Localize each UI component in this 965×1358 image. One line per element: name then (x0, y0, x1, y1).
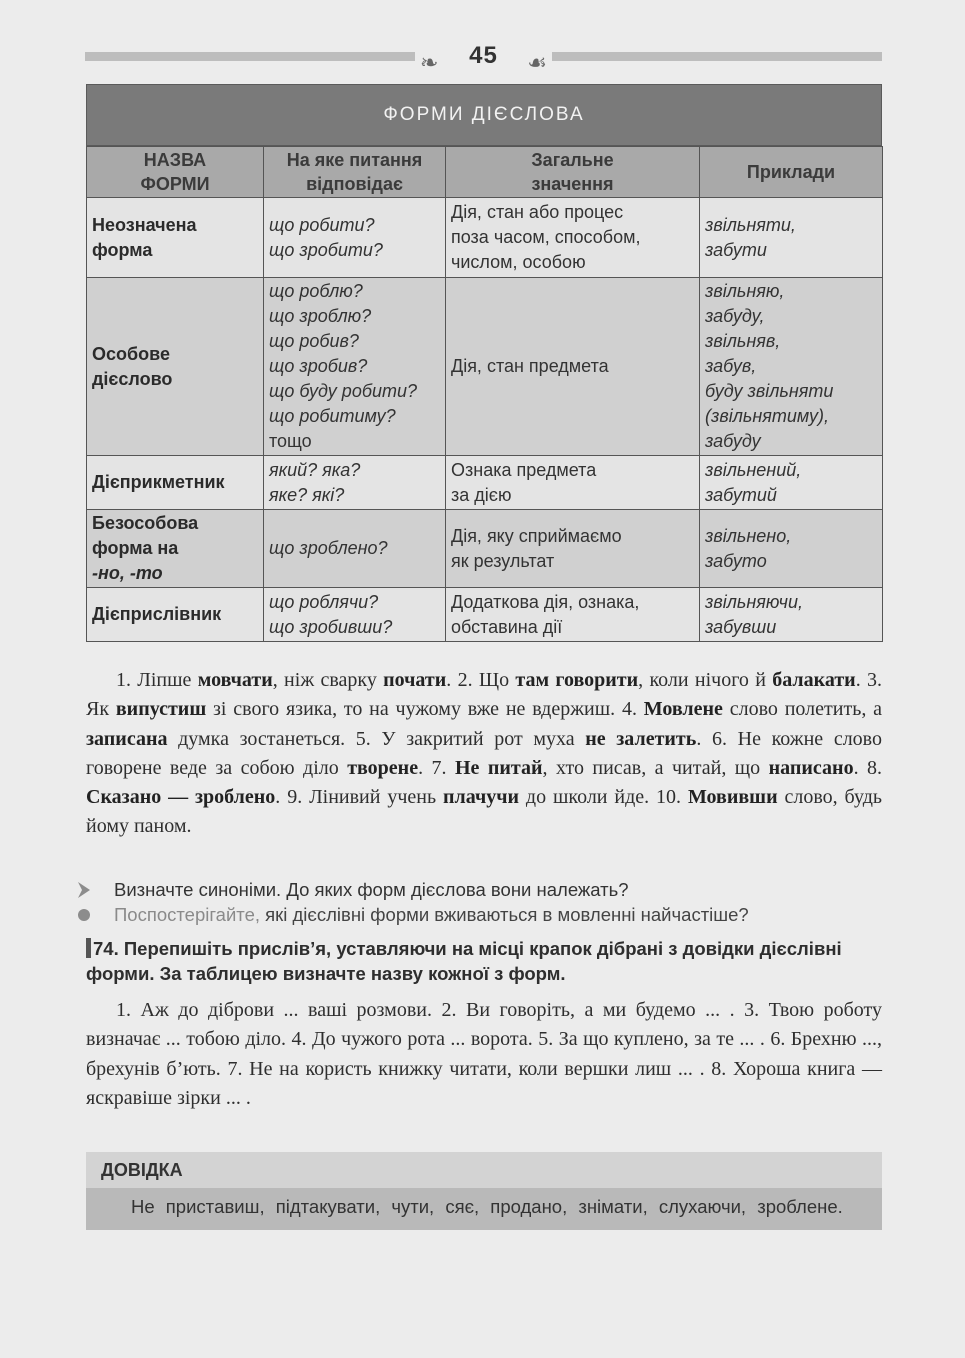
task-observe-text: які дієслівні форми вживаються в мовленні найчастіше? (260, 904, 749, 925)
exercise-73-proverbs (86, 666, 882, 842)
reference-title: ДОВІДКА (86, 1152, 882, 1188)
highlighted-verb-form: балакати (772, 669, 856, 691)
form-name: Особове дієслово (87, 278, 264, 456)
highlighted-verb-form: Мовивши (687, 786, 778, 809)
table-row (87, 588, 883, 642)
flourish-left-icon: ❧ (420, 50, 439, 75)
exercise-74-heading (86, 936, 882, 986)
table-row (87, 198, 883, 278)
form-questions: що роблю? що зроблю? що робив? що зробив? що буду робити? що робитиму? тощо (264, 278, 446, 456)
form-examples: звільняти, забути (700, 198, 883, 278)
form-examples: звільнено, забуто (700, 510, 883, 588)
highlighted-verb-form: Сказано — зроблено (86, 786, 276, 809)
table-row (87, 456, 883, 510)
task-synonyms-text: Визначте синоніми. До яких форм дієслова вони належать? (114, 879, 629, 900)
header-rule-left (85, 52, 415, 61)
form-questions: що зроблено? (264, 510, 446, 588)
reference-box (86, 1152, 882, 1230)
form-name: Неозначена форма (87, 198, 264, 278)
form-questions: що роблячи? що зробивши? (264, 588, 446, 642)
table-title: ФОРМИ ДІЄСЛОВА (86, 84, 882, 146)
form-meaning: Ознака предмета за дією (446, 456, 700, 510)
highlighted-verb-form: Мовлене (643, 698, 723, 721)
highlighted-verb-form: там говорити (515, 669, 639, 691)
form-examples: звільнений, забутий (700, 456, 883, 510)
header-question: На яке питання відповідає (264, 147, 446, 198)
highlighted-verb-form: почати (383, 669, 447, 691)
task-synonyms (114, 879, 629, 901)
form-examples: звільняючи, забувши (700, 588, 883, 642)
verb-forms-table (86, 84, 882, 642)
form-name: Дієприкметник (87, 456, 264, 510)
table-header-row (87, 147, 883, 198)
highlighted-verb-form: не залетить (585, 727, 697, 750)
highlighted-verb-form: Не питай (454, 756, 543, 779)
form-name: Дієприслівник (87, 588, 264, 642)
exercise-number: 74. (93, 938, 119, 959)
form-meaning: Дія, стан або процес поза часом, способом, числом, особою (446, 198, 700, 278)
highlighted-verb-form: творене (347, 756, 419, 779)
highlighted-verb-form: написано (768, 756, 854, 779)
table-row (87, 510, 883, 588)
proverbs-with-gaps: 1. Аж до діброви ... ваші розмови. 2. Ви говоріть, а ми будемо ... . 3. Твою роботу визначає ... тобою діло. 4. До чужого рота ... ворота. 5. За що куплено, за те ... . 6. Брехню ..., брехунів б’ють. 7. Не на користь книжку читати, коли вершки лиш ... . 8. Хороша книга — яскравіше зірки ... . (86, 999, 882, 1109)
form-questions: що робити? що зробити? (264, 198, 446, 278)
form-meaning: Додаткова дія, ознака, обставина дії (446, 588, 700, 642)
exercise-instruction: Перепишіть прислів’я, уставляючи на місці крапок дібрані з довідки дієслівні форми. За таблицею визначте назву кожної з форм. (86, 938, 842, 984)
highlighted-verb-form: записана (86, 727, 168, 750)
page-header (85, 40, 882, 74)
highlighted-verb-form: випустиш (115, 698, 207, 721)
flourish-right-icon: ☙ (527, 50, 547, 75)
proverbs-paragraph: 1. Ліпше мовчати, ніж сварку почати. 2. Що там говорити, коли нічого й балакати. 3. Як випустиш зі свого язика, то на чужому вже не вдержиш. 4. Мовлене слово полетить, а записана думка зостанеться. 5. У закритий рот муха не залетить. 6. Не кожне слово говорене веде за собою діло творене. 7. Не питай, хто писав, а читай, що написано. 8. Сказано — зроблено. 9. Лінивий учень плачучи до школи йде. 10. Мовивши слово, будь йому паном. (86, 669, 883, 838)
exercise-74-proverbs (86, 996, 882, 1113)
header-form-name: НАЗВА ФОРМИ (87, 147, 264, 198)
highlighted-verb-form: плачучи (443, 786, 520, 809)
page-number: 45 (469, 42, 498, 69)
form-meaning: Дія, стан предмета (446, 278, 700, 456)
header-rule-right (552, 52, 882, 61)
form-name: Безособова форма на -но, -то (87, 510, 264, 588)
header-meaning: Загальне значення (446, 147, 700, 198)
task-observe (114, 904, 749, 926)
form-questions: який? яка? яке? які? (264, 456, 446, 510)
form-meaning: Дія, яку сприймаємо як результат (446, 510, 700, 588)
table-row (87, 278, 883, 456)
task-observe-lead: Поспостерігайте, (114, 904, 261, 925)
reference-words: Не пристaвиш, підтакувати, чути, сяє, продано, знімати, слухаючи, зроблене. (86, 1188, 882, 1230)
pencil-icon (76, 880, 92, 900)
header-examples: Приклади (700, 147, 883, 198)
highlighted-verb-form: мовчати (197, 669, 273, 691)
exercise-marker-icon (86, 938, 91, 958)
eye-icon (76, 905, 92, 925)
form-examples: звільняю, забуду, звільняв, забув, буду звільняти (звільнятиму), забуду (700, 278, 883, 456)
